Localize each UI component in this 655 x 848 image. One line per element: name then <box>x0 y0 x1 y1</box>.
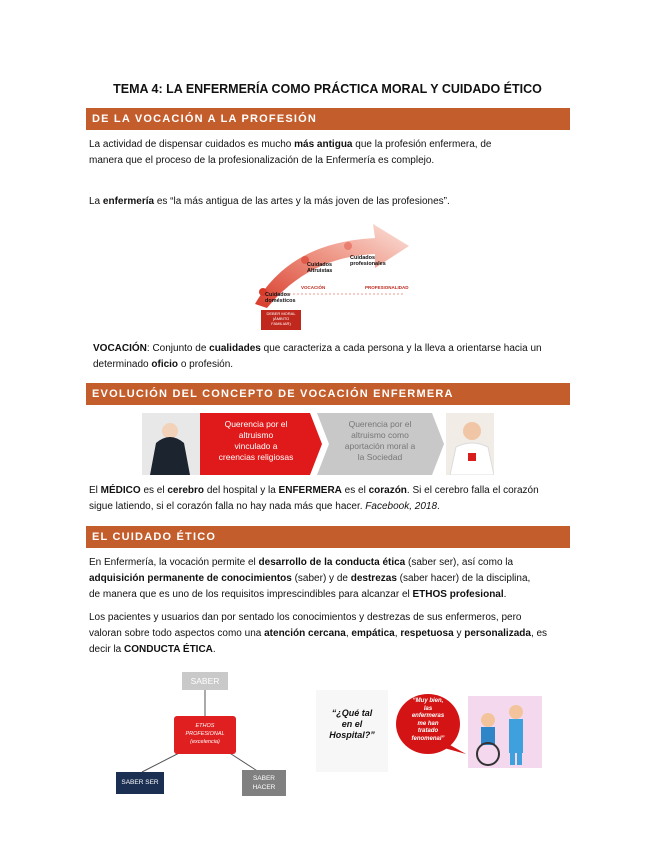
section-heading-vocacion-profesion: DE LA VOCACIÓN A LA PROFESIÓN <box>86 108 570 130</box>
text-run: El <box>89 485 101 496</box>
text-run: sigue latiendo, si el corazón falla no hay nada más que hacer. <box>89 501 366 512</box>
text-run-bold: corazón <box>368 485 407 496</box>
text-run-bold: empática <box>351 628 395 639</box>
answer-text: “Muy bien, las enfermeras me han tratado fenomenal” <box>411 698 445 742</box>
text-run: La <box>89 196 103 207</box>
cartoon-background <box>468 696 542 768</box>
evolution-graphic <box>142 413 494 475</box>
red-box-text: Querencia por el altruismo vinculado a creencias religiosas <box>218 419 294 462</box>
hospital-conversation-image <box>316 690 546 772</box>
question-text: “¿Qué tal en el Hospital?” <box>329 708 375 740</box>
text-run: de manera que es uno de los requisitos imprescindibles para alcanzar el <box>89 589 413 600</box>
paragraph-pacientes <box>89 610 569 658</box>
node-saber-ser: SABER SER <box>116 772 164 794</box>
nun-face <box>162 423 178 439</box>
text-run: que caracteriza a cada persona y la lleva a orientarse hacia un <box>260 343 542 354</box>
nurse-body <box>509 719 523 753</box>
node-ethos-profesional: ETHOS PROFESIONAL (excelencia) <box>174 716 236 754</box>
red-cross-badge <box>468 453 476 461</box>
text-run-bold: más antigua <box>294 139 353 150</box>
vocacion-profesion-arrow-image <box>225 216 409 330</box>
text-run-bold: ENFERMERA <box>278 485 342 496</box>
vocacion-evolution-image <box>142 413 494 475</box>
paragraph-vocacion-definicion <box>93 341 573 373</box>
text-run: . <box>212 644 216 655</box>
text-run-bold: MÉDICO <box>100 485 141 496</box>
text-run: que la profesión enfermera, de <box>352 139 492 150</box>
text-run: valoran sobre todo aspectos como una <box>89 628 265 639</box>
step-label-domesticos: Cuidados domésticos <box>265 292 296 304</box>
text-run: o profesión. <box>178 359 234 370</box>
text-run: y <box>453 628 465 639</box>
text-run-bold: oficio <box>151 359 179 370</box>
text-run: del hospital y la <box>204 485 279 496</box>
patient-head <box>481 713 495 727</box>
nurse-face <box>463 422 481 440</box>
text-run-bold: destrezas <box>350 573 397 584</box>
section-heading-evolucion: EVOLUCIÓN DEL CONCEPTO DE VOCACIÓN ENFERMERA <box>86 383 570 405</box>
axis-label-profesionalidad: PROFESIONALIDAD <box>365 285 409 290</box>
text-run: (saber hacer) de la disciplina, <box>396 573 531 584</box>
text-run: es el <box>140 485 168 496</box>
text-run: manera que el proceso de la profesionalización de la Enfermería es complejo. <box>89 155 435 166</box>
text-run: (saber) y de <box>291 573 351 584</box>
grey-box-text: Querencia por el altruismo como aportación moral a la Sociedad <box>344 419 416 462</box>
text-run-bold: cualidades <box>209 343 261 354</box>
step-dot <box>344 242 352 250</box>
text-run: En Enfermería, la vocación permite el <box>89 557 259 568</box>
text-run: . <box>503 589 507 600</box>
text-run-bold: respetuosa <box>400 628 454 639</box>
paragraph-conducta-etica <box>89 555 569 603</box>
text-run-bold: VOCACIÓN <box>93 343 147 354</box>
text-run-bold: cerebro <box>167 485 205 496</box>
nurse-leg <box>510 753 515 765</box>
text-run: , <box>394 628 401 639</box>
text-run-bold: personalizada <box>464 628 531 639</box>
step-label-altruistas: Cuidados Altruistas <box>307 262 333 274</box>
text-run: es el <box>341 485 369 496</box>
text-run-bold: CONDUCTA ÉTICA <box>124 644 213 655</box>
page-title: TEMA 4: LA ENFERMERÍA COMO PRÁCTICA MORAL Y CUIDADO ÉTICO <box>113 82 542 96</box>
text-run: . Si el cerebro falla el corazón <box>406 485 539 496</box>
text-run: (saber ser), así como la <box>405 557 514 568</box>
paragraph-actividad <box>89 137 569 169</box>
text-run: Los pacientes y usuarios dan por sentado los conocimientos y destrezas de sus enfermeros, pero <box>89 612 522 623</box>
text-run-bold: desarrollo de la conducta ética <box>258 557 406 568</box>
nurse-head <box>509 705 523 719</box>
citation: Facebook, 2018 <box>365 501 438 512</box>
text-run: : Conjunto de <box>146 343 210 354</box>
section-heading-cuidado-etico: EL CUIDADO ÉTICO <box>86 526 570 548</box>
node-saber: SABER <box>182 672 228 690</box>
text-run: . <box>437 501 440 512</box>
text-run: , es <box>530 628 548 639</box>
paragraph-enfermeria-arte <box>89 194 569 210</box>
text-run: decir la <box>89 644 125 655</box>
text-run: , <box>345 628 352 639</box>
text-run-bold: atención cercana <box>264 628 346 639</box>
deber-moral-label: DEBER MORAL (ÁMBITO FAMILIAR) <box>266 311 296 326</box>
node-saber-hacer: SABER HACER <box>242 770 286 796</box>
nurse-leg <box>517 753 522 765</box>
axis-label-vocacion: VOCACIÓN <box>301 285 326 290</box>
text-run: determinado <box>93 359 152 370</box>
text-run-bold: enfermería <box>102 196 155 207</box>
paragraph-medico-enfermera <box>89 483 569 515</box>
text-run-bold: ETHOS profesional <box>412 589 504 600</box>
text-run: es “la más antigua de las artes y la más joven de las profesiones”. <box>154 196 450 207</box>
step-label-profesionales: Cuidados profesionales <box>350 255 386 267</box>
ethos-diagram <box>110 668 290 798</box>
text-run-bold: adquisición permanente de conocimientos <box>89 573 292 584</box>
text-run: La actividad de dispensar cuidados es mucho <box>89 139 295 150</box>
